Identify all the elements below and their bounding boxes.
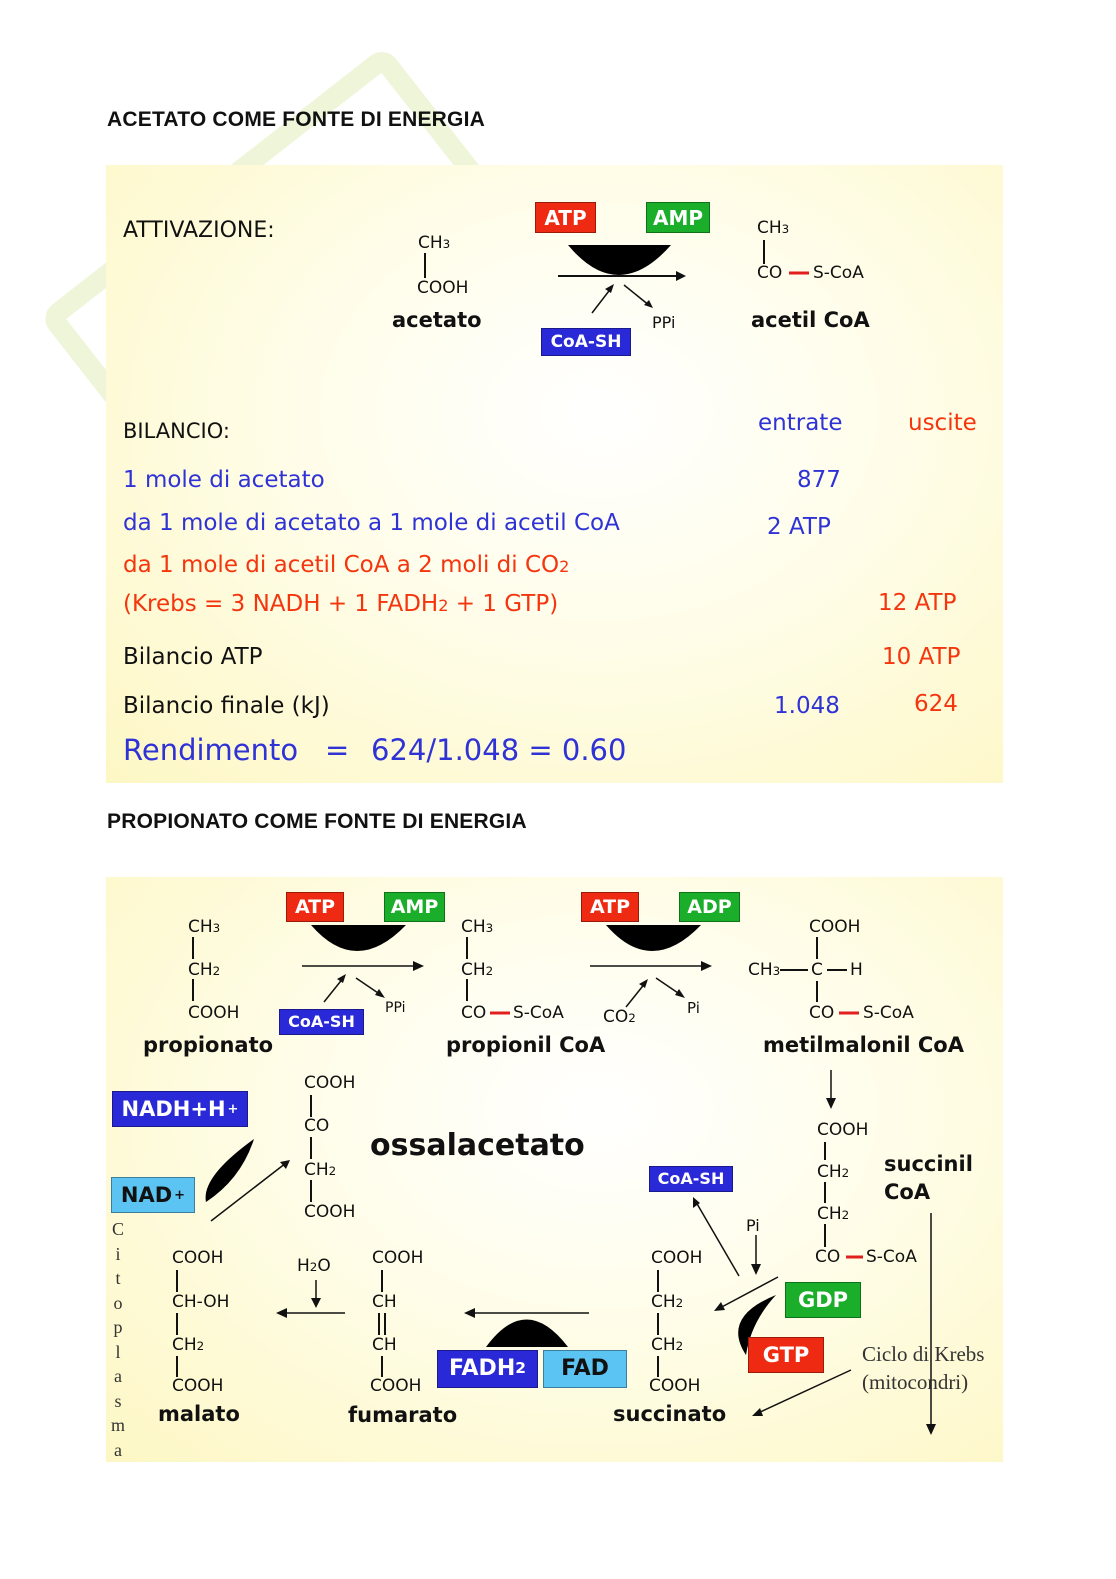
row-in-2: 2 ATP xyxy=(767,514,831,540)
metilmalonil-name: metilmalonil CoA xyxy=(763,1033,964,1057)
step2-atp-badge: ATP xyxy=(581,892,639,922)
propionato-cooh: COOH xyxy=(188,1003,240,1023)
succinil-scoa: S-CoA xyxy=(866,1247,917,1267)
ossalacetato-name: ossalacetato xyxy=(370,1128,585,1163)
acetilcoa-name: acetil CoA xyxy=(751,308,870,332)
malato-cooh-1: COOH xyxy=(172,1248,224,1268)
ppi-label: PPi xyxy=(652,313,676,332)
succinil-cooh: COOH xyxy=(817,1120,869,1140)
ossalacetato-co: CO xyxy=(304,1116,330,1136)
succinil-name-2: CoA xyxy=(884,1180,931,1204)
succinil-name-1: succinil xyxy=(884,1152,973,1176)
gdp-badge: GDP xyxy=(785,1282,861,1318)
succinato-cooh-1: COOH xyxy=(651,1248,703,1268)
row-label-2: da 1 mole di acetato a 1 mole di acetil CoA xyxy=(123,510,620,536)
step2-adp-badge: ADP xyxy=(679,892,740,922)
propionato-ch3: CH3 xyxy=(188,917,221,937)
row-out-5: 10 ATP xyxy=(882,644,961,670)
fadh2-badge: FADH 2 xyxy=(437,1350,538,1388)
col-entrate: entrate xyxy=(758,410,843,436)
step3-pi: Pi xyxy=(746,1216,760,1235)
succinato-ch2-2: CH2 xyxy=(651,1335,684,1355)
gtp-badge: GTP xyxy=(748,1337,824,1373)
succinil-ch2-b: CH2 xyxy=(817,1204,850,1224)
step3-coa-sh-badge: CoA-SH xyxy=(649,1166,733,1192)
metilmalonil-h: H xyxy=(850,960,863,980)
activation-label: ATTIVAZIONE: xyxy=(123,218,275,243)
row-label-3: da 1 mole di acetil CoA a 2 moli di CO2 xyxy=(123,552,570,578)
fumarato-cooh-2: COOH xyxy=(370,1376,422,1396)
row-label-4: (Krebs = 3 NADH + 1 FADH2 + 1 GTP) xyxy=(123,591,559,617)
col-uscite: uscite xyxy=(908,410,977,436)
balance-label: BILANCIO: xyxy=(123,419,230,443)
propionil-name: propionil CoA xyxy=(446,1033,606,1057)
nad-badge: NAD + xyxy=(111,1177,195,1213)
succinil-co: CO xyxy=(815,1247,841,1267)
ossalacetato-cooh-1: COOH xyxy=(304,1073,356,1093)
h2o-label: H2O xyxy=(297,1256,331,1276)
metilmalonil-c: C xyxy=(811,960,823,980)
section-heading-acetato: ACETATO COME FONTE DI ENERGIA xyxy=(107,108,485,131)
propionil-scoa: S-CoA xyxy=(513,1003,564,1023)
malato-choh: CH-OH xyxy=(172,1292,230,1312)
malato-ch2: CH2 xyxy=(172,1335,205,1355)
row-label-1: 1 mole di acetato xyxy=(123,467,325,493)
propionato-name: propionato xyxy=(143,1033,274,1057)
succinil-ch2-a: CH2 xyxy=(817,1162,850,1182)
acetato-cooh: COOH xyxy=(417,278,469,298)
acetate-panel xyxy=(106,165,1003,783)
row-label-6: Bilancio finale (kJ) xyxy=(123,693,330,719)
section-heading-propionato: PROPIONATO COME FONTE DI ENERGIA xyxy=(107,810,527,833)
yield-label: Rendimento xyxy=(123,733,299,767)
fumarato-cooh-1: COOH xyxy=(372,1248,424,1268)
krebs-label-2: (mitocondri) xyxy=(862,1370,969,1394)
propionate-panel xyxy=(106,877,1003,1462)
step2-co2: CO2 xyxy=(603,1007,636,1027)
step2-pi: Pi xyxy=(687,999,700,1017)
succinato-cooh-2: COOH xyxy=(649,1376,701,1396)
step1-amp-badge: AMP xyxy=(384,892,445,922)
metilmalonil-cooh: COOH xyxy=(809,917,861,937)
step1-coa-sh-badge: CoA-SH xyxy=(279,1009,364,1035)
propionil-co: CO xyxy=(461,1003,487,1023)
propionato-ch2: CH2 xyxy=(188,960,221,980)
succinato-name: succinato xyxy=(613,1402,727,1426)
fumarato-ch-1: CH xyxy=(372,1292,397,1312)
krebs-label-1: Ciclo di Krebs xyxy=(862,1342,985,1366)
acetilcoa-scoa: S-CoA xyxy=(813,263,864,283)
metilmalonil-co: CO xyxy=(809,1003,835,1023)
atp-badge: ATP xyxy=(535,202,596,233)
metilmalonil-ch3: CH3 xyxy=(748,960,781,980)
nadh-badge: NADH+H + xyxy=(112,1091,248,1127)
row-label-5: Bilancio ATP xyxy=(123,644,263,670)
acetato-ch3: CH3 xyxy=(418,233,451,253)
ossalacetato-ch2: CH2 xyxy=(304,1160,337,1180)
acetato-name: acetato xyxy=(392,308,482,332)
amp-badge: AMP xyxy=(646,202,710,233)
propionil-ch2: CH2 xyxy=(461,960,494,980)
step1-ppi: PPi xyxy=(385,1000,406,1016)
succinato-ch2-1: CH2 xyxy=(651,1292,684,1312)
yield-equals: = xyxy=(325,733,350,767)
coa-sh-badge: CoA-SH xyxy=(541,328,631,356)
step1-atp-badge: ATP xyxy=(286,892,344,922)
fumarato-name: fumarato xyxy=(348,1403,458,1427)
acetilcoa-ch3: CH3 xyxy=(757,218,790,238)
row-out-6: 624 xyxy=(914,691,958,717)
yield-value: 624/1.048 = 0.60 xyxy=(371,733,627,767)
metilmalonil-scoa: S-CoA xyxy=(863,1003,914,1023)
malato-name: malato xyxy=(158,1402,240,1426)
fad-badge: FAD xyxy=(543,1350,627,1388)
row-in-1: 877 xyxy=(797,467,841,493)
citoplasma-label: C i t o p l a s m a xyxy=(110,1219,125,1460)
acetilcoa-co: CO xyxy=(757,263,783,283)
propionil-ch3: CH3 xyxy=(461,917,494,937)
fumarato-ch-2: CH xyxy=(372,1335,397,1355)
row-out-4: 12 ATP xyxy=(878,590,957,616)
malato-cooh-2: COOH xyxy=(172,1376,224,1396)
ossalacetato-cooh-2: COOH xyxy=(304,1202,356,1222)
row-in-6: 1.048 xyxy=(774,693,840,719)
